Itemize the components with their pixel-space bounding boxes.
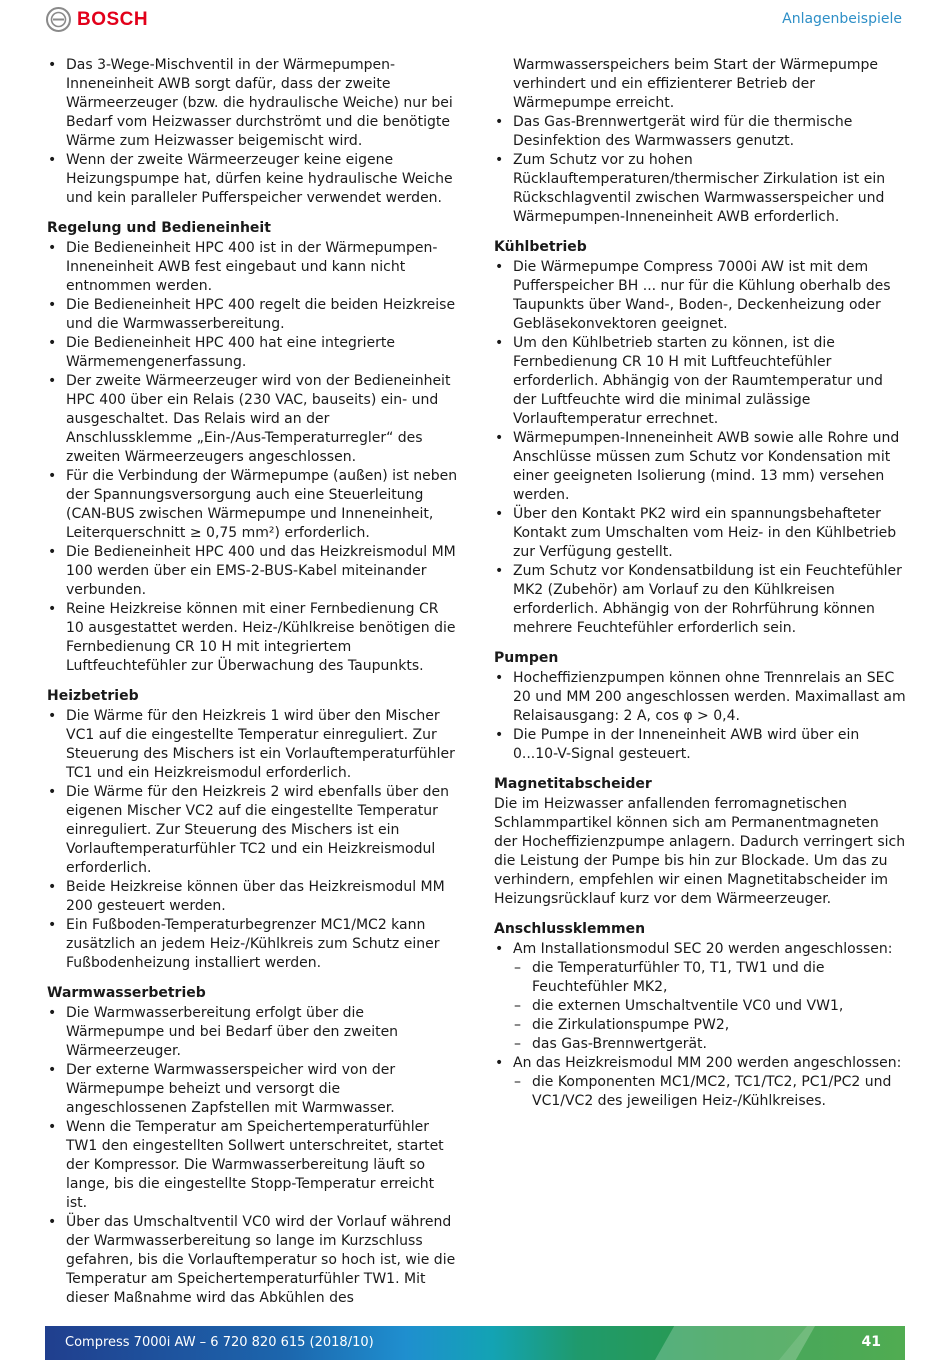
sub-list [513, 1073, 906, 1111]
list-item: • Um den Kühlbetrieb starten zu können, ist die Fernbedienung CR 10 H mit Luftfeuchtefühler erforderlich. Abhängig von der Raumtemperatur und der Luftfeuchte wird die minimal zulässige Vorlauftemperatur errechnet. [494, 334, 906, 429]
list-item: • Die Wärmepumpe Compress 7000i AW ist mit dem Pufferspeicher BH ... nur für die Kühlung oberhalb des Taupunkts über Wand-, Boden-, Deckenheizung oder Gebläsekonvektoren geeignet. [494, 258, 906, 334]
regelung-list [47, 239, 459, 676]
list-item: • Der externe Warmwasserspeicher wird von der Wärmepumpe beheizt und versorgt die angeschlossenen Zapfstellen mit Warmwasser. [47, 1061, 459, 1118]
list-item: • Beide Heizkreise können über das Heizkreismodul MM 200 gesteuert werden. [47, 878, 459, 916]
bosch-logo [46, 7, 148, 32]
document-reference: Compress 7000i AW – 6 720 820 615 (2018/10) [65, 1335, 374, 1350]
page-footer [45, 1326, 905, 1360]
desinfektion-list [494, 113, 906, 227]
list-item: • Die Bedieneinheit HPC 400 hat eine integrierte Wärmemengenerfassung. [47, 334, 459, 372]
list-item: • Wärmepumpen-Inneneinheit AWB sowie alle Rohre und Anschlüsse müssen zum Schutz vor Kondensation mit einer geeigneten Isolierung (mind. 13 mm) versehen werden. [494, 429, 906, 505]
list-item: • Zum Schutz vor Kondensatbildung ist ein Feuchtefühler MK2 (Zubehör) am Vorlauf zu den Kühlkreisen erforderlich. Abhängig von der Rohrführung können mehrere Feuchtefühler erforderlich sein. [494, 562, 906, 638]
bosch-armature-icon [46, 7, 71, 32]
heading-kuehlbetrieb: Kühlbetrieb [494, 239, 587, 255]
list-item-text: Am Installationsmodul SEC 20 werden angeschlossen: [513, 941, 893, 957]
left-column [47, 56, 459, 1308]
heading-warmwasserbetrieb: Warmwasserbetrieb [47, 985, 206, 1001]
list-item: • Die Bedieneinheit HPC 400 regelt die beiden Heizkreise und die Warmwasserbereitung. [47, 296, 459, 334]
list-item: • Wenn der zweite Wärmeerzeuger keine eigene Heizungspumpe hat, dürfen keine hydraulische Weiche und kein paralleler Pufferspeicher verwendet werden. [47, 151, 459, 208]
sub-list [513, 959, 906, 1054]
sub-list-item: – die Zirkulationspumpe PW2, [513, 1016, 906, 1035]
brand-name: BOSCH [77, 8, 149, 30]
page-number: 41 [861, 1334, 881, 1350]
pumpen-list [494, 669, 906, 764]
list-item: • Der zweite Wärmeerzeuger wird von der Bedieneinheit HPC 400 über ein Relais (230 VAC, bauseits) ein- und ausgeschaltet. Das Relais wird an der Anschlussklemme „Ein-/Aus-Temperaturregler“ des zweiten Wärmeerzeugers angeschlossen. [47, 372, 459, 467]
list-item: • Die Wärme für den Heizkreis 1 wird über den Mischer VC1 auf die eingestellte Temperatur einreguliert. Zur Steuerung des Mischers ist ein Vorlauftemperaturfühler TC1 und ein Heizkreismodul erforderlich. [47, 707, 459, 783]
list-item: • Die Pumpe in der Inneneinheit AWB wird über ein 0...10-V-Signal gesteuert. [494, 726, 906, 764]
heading-heizbetrieb: Heizbetrieb [47, 688, 139, 704]
sub-list-item: – das Gas-Brennwertgerät. [513, 1035, 906, 1054]
list-item: • Die Wärme für den Heizkreis 2 wird ebenfalls über den eigenen Mischer VC2 auf die eingestellte Temperatur einreguliert. Zur Steuerung des Mischers ist ein Vorlauftemperaturfühler TC2 und ein Heizkreismodul erforderlich. [47, 783, 459, 878]
list-item: • Das 3-Wege-Mischventil in der Wärmepumpen-Inneneinheit AWB sorgt dafür, dass der zweite Wärmeerzeuger (bzw. die hydraulische Weiche) nur bei Bedarf vom Heizwasser durchströmt und die benötigte Wärme zum Heizwasser beigemischt wird. [47, 56, 459, 151]
list-item: • Das Gas-Brennwertgerät wird für die thermische Desinfektion des Warmwassers genutzt. [494, 113, 906, 151]
warmwasser-list [47, 1004, 459, 1308]
list-item: • Hocheffizienzpumpen können ohne Trennrelais an SEC 20 und MM 200 angeschlossen werden. Maximallast am Relaisausgang: 2 A, cos φ > 0,4. [494, 669, 906, 726]
section-title: Anlagenbeispiele [782, 11, 902, 27]
list-item: • Reine Heizkreise können mit einer Fernbedienung CR 10 ausgestattet werden. Heiz-/Kühlkreise benötigen die Fernbedienung CR 10 H mit integriertem Luftfeuchtefühler zur Überwachung des Taupunkts. [47, 600, 459, 676]
heizbetrieb-list [47, 707, 459, 973]
anschluss-list [494, 940, 906, 1111]
heading-pumpen: Pumpen [494, 650, 559, 666]
list-item: • Für die Verbindung der Wärmepumpe (außen) ist neben der Spannungsversorgung auch eine Steuerleitung (CAN-BUS zwischen Wärmepumpe und Inneneinheit, Leiterquerschnitt ≥ 0,75 mm²) erforderlich. [47, 467, 459, 543]
kuehlbetrieb-list [494, 258, 906, 638]
heading-anschlussklemmen: Anschlussklemmen [494, 921, 646, 937]
magnetit-paragraph: Die im Heizwasser anfallenden ferromagnetischen Schlammpartikel können sich am Permanentmagneten der Hocheffizienzpumpe anlagern. Dadurch verringert sich die Leistung der Pumpe bis hin zur Blockade. Um das zu verhindern, empfehlen wir einen Magnetitabscheider im Heizungsrücklauf kurz vor dem Wärmeerzeuger. [494, 796, 906, 907]
heading-regelung: Regelung und Bedieneinheit [47, 220, 271, 236]
page-header [0, 0, 950, 40]
list-item: • Wenn die Temperatur am Speichertemperaturfühler TW1 den eingestellten Sollwert unterschreitet, startet der Kompressor. Die Warmwasserbereitung läuft so lange, bis die eingestellte Stopp-Temperatur erreicht ist. [47, 1118, 459, 1213]
right-column [494, 56, 906, 1111]
list-item-text: An das Heizkreismodul MM 200 werden angeschlossen: [513, 1055, 902, 1071]
list-item: • Über das Umschaltventil VC0 wird der Vorlauf während der Warmwasserbereitung so lange im Kurzschluss gefahren, bis die Vorlauftemperatur so hoch ist, wie die Temperatur am Speichertemperaturfühler TW1. Mit dieser Maßnahme wird das Abkühlen des [47, 1213, 459, 1308]
list-item: • Zum Schutz vor zu hohen Rücklauftemperaturen/thermischer Zirkulation ist ein Rückschlagventil zwischen Warmwasserspeicher und Wärmepumpen-Inneneinheit AWB erforderlich. [494, 151, 906, 227]
list-item: • Die Bedieneinheit HPC 400 ist in der Wärmepumpen-Inneneinheit AWB fest eingebaut und kann nicht entnommen werden. [47, 239, 459, 296]
continued-text: Warmwasserspeichers beim Start der Wärmepumpe verhindert und ein effizienterer Betrieb der Wärmepumpe erreicht. [513, 57, 879, 111]
intro-list [47, 56, 459, 208]
list-item [494, 940, 906, 1054]
sub-list-item: – die externen Umschaltventile VC0 und VW1, [513, 997, 906, 1016]
list-item: • Über den Kontakt PK2 wird ein spannungsbehafteter Kontakt zum Umschalten vom Heiz- in den Kühlbetrieb zur Verfügung gestellt. [494, 505, 906, 562]
sub-list-item: – die Komponenten MC1/MC2, TC1/TC2, PC1/PC2 und VC1/VC2 des jeweiligen Heiz-/Kühlkreises. [513, 1073, 906, 1111]
list-item: • Ein Fußboden-Temperaturbegrenzer MC1/MC2 kann zusätzlich an jedem Heiz-/Kühlkreis zum Schutz einer Fußbodenheizung installiert werden. [47, 916, 459, 973]
heading-magnetitabscheider: Magnetitabscheider [494, 776, 652, 792]
sub-list-item: – die Temperaturfühler T0, T1, TW1 und die Feuchtefühler MK2, [513, 959, 906, 997]
list-item: • Die Bedieneinheit HPC 400 und das Heizkreismodul MM 100 werden über ein EMS-2-BUS-Kabel miteinander verbunden. [47, 543, 459, 600]
list-item: • Die Warmwasserbereitung erfolgt über die Wärmepumpe und bei Bedarf über den zweiten Wärmeerzeuger. [47, 1004, 459, 1061]
list-item [494, 1054, 906, 1111]
